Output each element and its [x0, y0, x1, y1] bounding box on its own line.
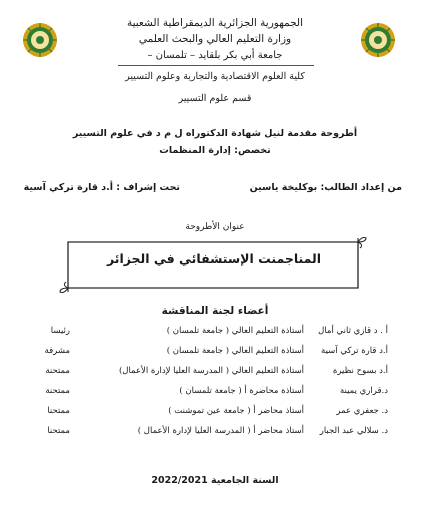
student-name: من إعداد الطالب: بوكليخة ياسين [249, 182, 402, 193]
member-role: رئيسا [50, 326, 70, 336]
supervisor-name: تحت إشراف : أ.د قارة تركي آسية [23, 182, 180, 193]
committee-member-row [0, 386, 430, 400]
member-role: ممتحنة [45, 366, 70, 376]
department-name: قسم علوم التسيير [178, 93, 252, 104]
republic-name: الجمهورية الجزائرية الديمقراطية الشعبية [126, 17, 304, 29]
thesis-specialization: تخصص: إدارة المنظمات [159, 145, 271, 156]
member-rank: أستاذ محاضر أ ( المدرسة العليا لإدارة الأعمال ) [137, 426, 304, 436]
member-rank: أستاذ محاضر أ ( جامعة عين تموشنت ) [168, 406, 304, 416]
member-name: د. سلالي عبد الجبار [319, 426, 388, 436]
ministry-name: وزارة التعليم العالي والبحث العلمي [138, 33, 292, 45]
member-name: أ . د قازي ثاني أمال [318, 326, 388, 336]
committee-member-row [0, 426, 430, 440]
committee-heading: أعضاء لجنة المناقشة [161, 305, 269, 317]
member-name: د.قراري يمينة [339, 386, 388, 396]
member-rank: أستاذة التعليم العالي ( المدرسة العليا لإدارة الأعمال) [118, 366, 304, 376]
title-caption: عنوان الأطروحة [185, 222, 245, 232]
committee-member-row [0, 346, 430, 360]
member-role: مشرفة [44, 346, 70, 356]
member-role: ممتحنا [47, 426, 70, 436]
thesis-title-banner [58, 236, 370, 298]
member-rank: أستاذة التعليم العالي ( جامعة تلمسان ) [166, 346, 304, 356]
scroll-frame [58, 236, 370, 298]
header-divider [118, 65, 314, 66]
member-name: أ.د بسوح نظيرة [332, 366, 388, 376]
committee-member-row [0, 366, 430, 380]
member-role: ممتحنا [47, 406, 70, 416]
committee-member-row [0, 406, 430, 420]
university-name: جامعة أبي بكر بلقايد – تلمسان – [147, 50, 283, 61]
thesis-purpose: أطروحة مقدمة لنيل شهادة الدكتوراه ل م د في علوم التسيير [72, 128, 358, 139]
member-rank: أستاذة محاضرة أ ( جامعة تلمسان ) [179, 386, 304, 396]
academic-year: السنة الجامعية 2022/2021 [151, 475, 279, 486]
member-role: ممتحنة [45, 386, 70, 396]
member-name: أ.د قارة تركي آسية [321, 346, 388, 356]
member-name: د. جعفري عمر [336, 406, 388, 416]
thesis-title: المناجمنت الإستشفائي في الجزائر [106, 251, 322, 266]
committee-member-row [0, 326, 430, 340]
member-rank: أستاذة التعليم العالي ( جامعة تلمسان ) [166, 326, 304, 336]
faculty-name: كلية العلوم الاقتصادية والتجارية وعلوم التسيير [125, 71, 305, 82]
